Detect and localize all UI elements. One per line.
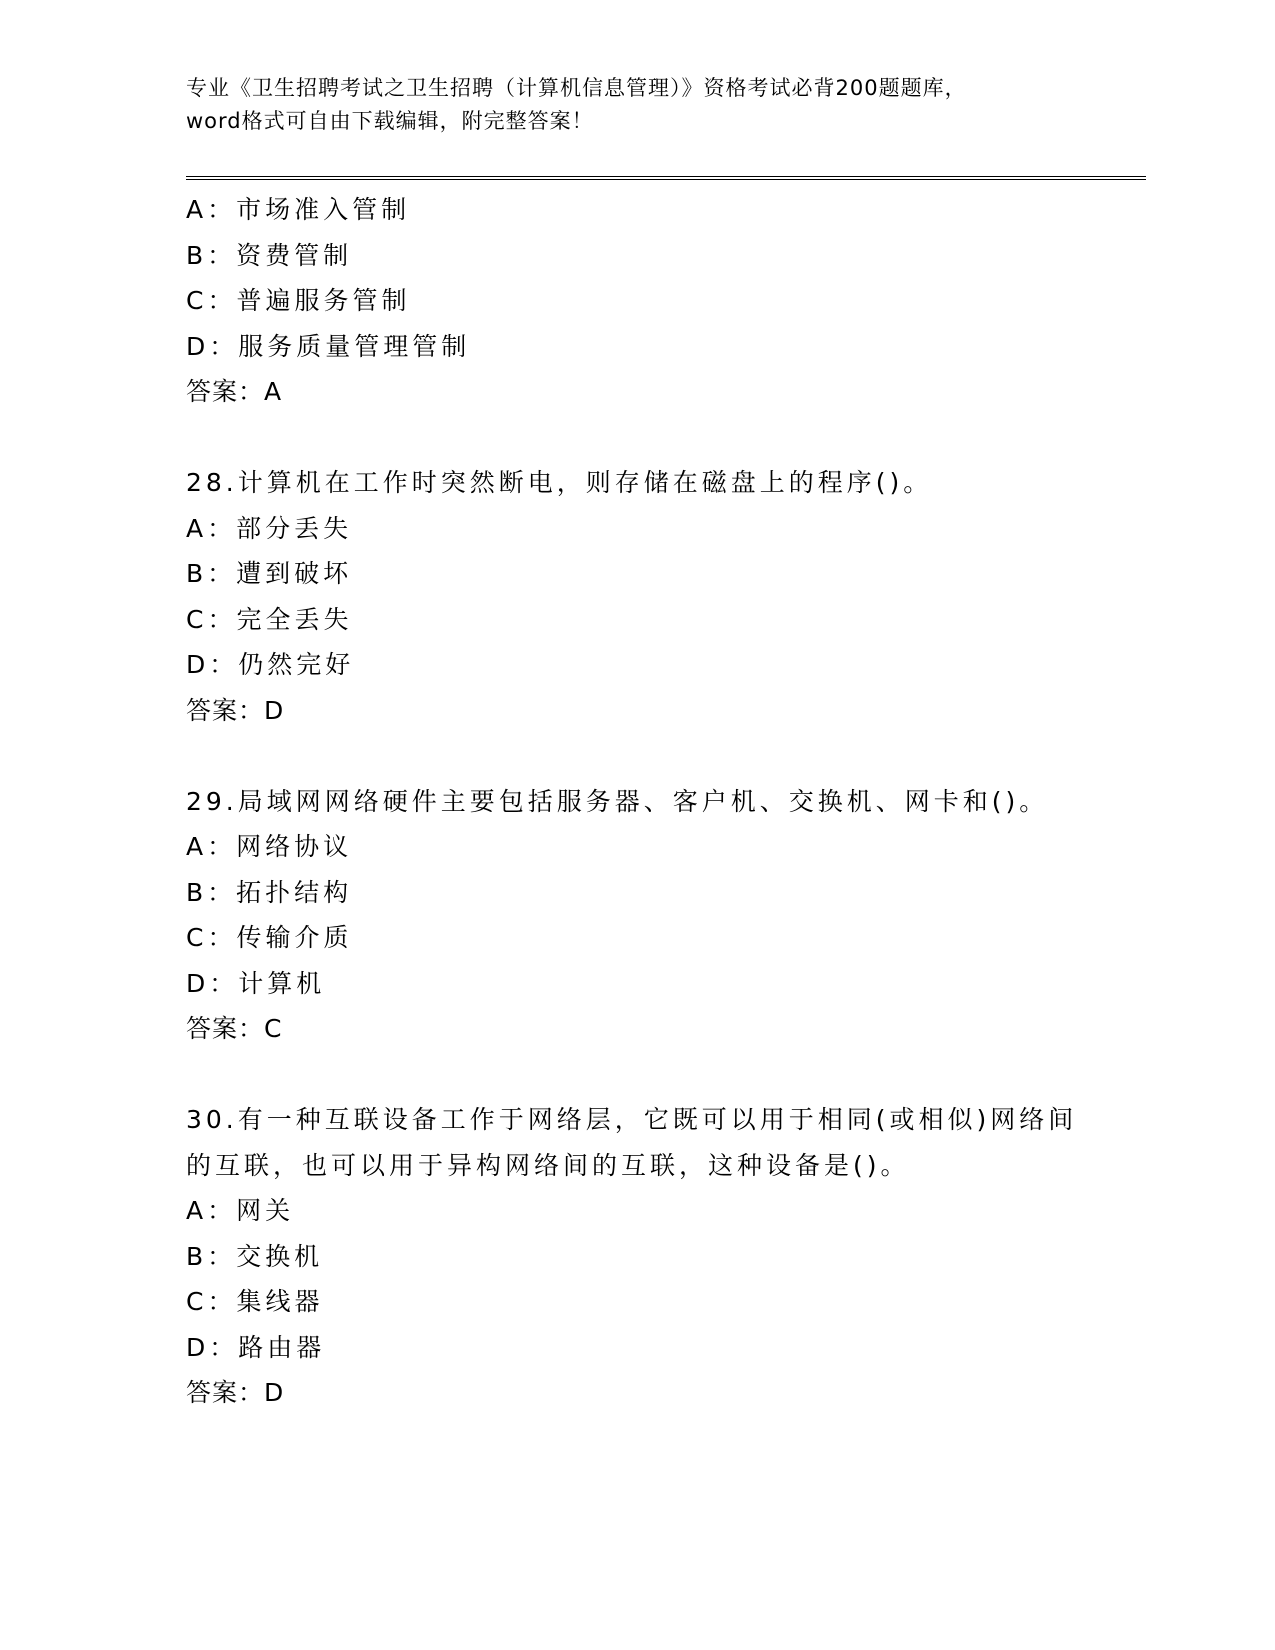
option-c: C：传输介质 bbox=[186, 923, 353, 952]
question-text: 29.局域网网络硬件主要包括服务器、客户机、交换机、网卡和()。 bbox=[186, 786, 1049, 816]
option-a: A：网关 bbox=[186, 1196, 295, 1225]
option-b: B：遭到破坏 bbox=[186, 559, 353, 588]
question-list bbox=[186, 187, 1146, 1416]
option-a: A：网络协议 bbox=[186, 832, 353, 861]
question-block-29 bbox=[186, 779, 1146, 1052]
option-d: D：计算机 bbox=[186, 968, 326, 998]
option-c: C：完全丢失 bbox=[186, 604, 353, 634]
option-d: D：服务质量管理管制 bbox=[186, 331, 471, 361]
option-a: A：市场准入管制 bbox=[186, 195, 411, 224]
option-d: D：路由器 bbox=[186, 1332, 326, 1362]
option-b: B：资费管制 bbox=[186, 240, 353, 270]
option-a: A：部分丢失 bbox=[186, 513, 353, 543]
option-d: D：仍然完好 bbox=[186, 650, 355, 679]
document-header bbox=[186, 72, 1086, 138]
answer-label: 答案：A bbox=[186, 377, 283, 406]
spacer bbox=[186, 733, 1146, 779]
header-title-line-1: 专业《卫生招聘考试之卫生招聘（计算机信息管理）》资格考试必背200题题库， bbox=[186, 76, 967, 100]
spacer bbox=[186, 1052, 1146, 1098]
answer-label: 答案：D bbox=[186, 695, 285, 725]
question-text-line-1: 30.有一种互联设备工作于网络层，它既可以用于相同(或相似)网络间 bbox=[186, 1105, 1078, 1134]
answer-label: 答案：D bbox=[186, 1378, 285, 1407]
header-title-line-2: word格式可自由下载编辑，附完整答案！ bbox=[186, 109, 594, 133]
question-block-28 bbox=[186, 460, 1146, 733]
question-block-30 bbox=[186, 1097, 1146, 1416]
option-b: B：交换机 bbox=[186, 1241, 324, 1271]
option-b: B：拓扑结构 bbox=[186, 877, 353, 907]
question-block-27 bbox=[186, 187, 1146, 415]
question-text-line-2: 的互联，也可以用于异构网络间的互联，这种设备是()。 bbox=[186, 1150, 910, 1180]
spacer bbox=[186, 415, 1146, 461]
question-text: 28.计算机在工作时突然断电，则存储在磁盘上的程序()。 bbox=[186, 468, 933, 497]
option-c: C：集线器 bbox=[186, 1287, 324, 1316]
answer-label: 答案：C bbox=[186, 1014, 283, 1043]
option-c: C：普遍服务管制 bbox=[186, 286, 411, 315]
header-divider bbox=[186, 176, 1146, 180]
